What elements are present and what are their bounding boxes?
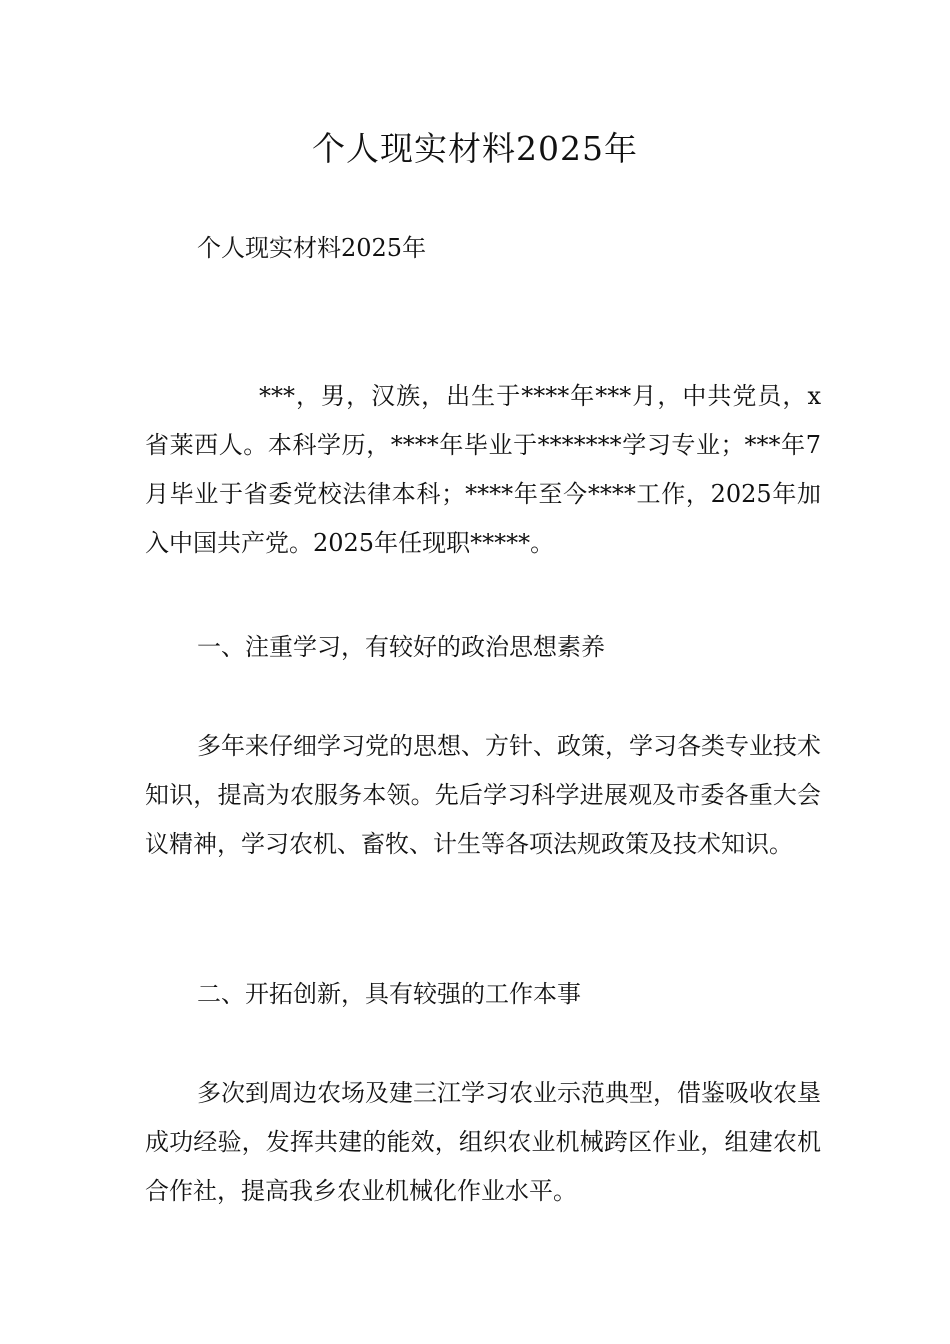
section-heading-2: 二、开拓创新，具有较强的工作本事: [197, 980, 581, 1008]
intro-paragraph: ***，男，汉族，出生于****年***月，中共党员，x省莱西人。本科学历，****年毕业于*******学习专业；***年7月毕业于省委党校法律本科；****年至今****工作，2025年加入中国共产党。2025年任现职*****。: [145, 382, 821, 557]
section-body-2: 多次到周边农场及建三江学习农业示范典型，借鉴吸收农垦成功经验，发挥共建的能效，组织农业机械跨区作业，组建农机合作社，提高我乡农业机械化作业水平。: [145, 1079, 821, 1205]
document-subtitle: 个人现实材料2025年: [197, 234, 427, 262]
section-heading-1: 一、注重学习，有较好的政治思想素养: [197, 633, 605, 661]
section-body-1: 多年来仔细学习党的思想、方针、政策，学习各类专业技术知识，提高为农服务本领。先后学习科学进展观及市委各重大会议精神，学习农机、畜牧、计生等各项法规政策及技术知识。: [145, 732, 821, 858]
document-title: 个人现实材料2025年: [312, 129, 638, 168]
